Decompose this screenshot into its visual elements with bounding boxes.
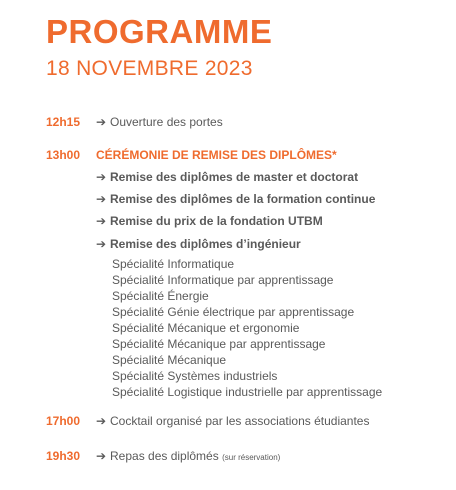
arrow-right-icon: ➔ (96, 449, 107, 463)
ceremony-item-label: Remise des diplômes de master et doctorat (110, 170, 359, 184)
schedule-row-ceremony (46, 148, 337, 163)
schedule-time: 12h15 (46, 115, 81, 129)
reservation-note: (sur réservation) (222, 453, 281, 462)
speciality-item: Spécialité Mécanique (112, 353, 227, 367)
speciality-item: Spécialité Mécanique et ergonomie (112, 321, 300, 335)
ceremony-item-master-doctorat (96, 170, 358, 185)
schedule-time: 19h30 (46, 449, 81, 463)
schedule-row-cocktail (46, 414, 369, 429)
speciality-item: Spécialité Systèmes industriels (112, 369, 278, 383)
speciality-list (112, 256, 382, 400)
schedule-text: Repas des diplômés (110, 449, 219, 463)
programme-title: PROGRAMME (46, 13, 273, 50)
arrow-right-icon: ➔ (96, 214, 107, 228)
speciality-item: Spécialité Génie électrique par apprentissage (112, 305, 355, 319)
arrow-right-icon: ➔ (96, 115, 107, 129)
arrow-right-icon: ➔ (96, 170, 107, 184)
speciality-item: Spécialité Énergie (112, 289, 209, 303)
ceremony-item-formation-continue (96, 192, 375, 207)
schedule-row-dinner (46, 449, 280, 465)
ceremony-item-ingenieur (96, 237, 301, 252)
ceremony-item-label: Remise des diplômes d’ingénieur (110, 237, 301, 251)
arrow-right-icon: ➔ (96, 237, 107, 251)
ceremony-item-label: Remise des diplômes de la formation continue (110, 192, 376, 206)
ceremony-item-prix-fondation (96, 214, 323, 229)
speciality-item: Spécialité Mécanique par apprentissage (112, 337, 326, 351)
speciality-item: Spécialité Logistique industrielle par apprentissage (112, 385, 383, 399)
speciality-item: Spécialité Informatique (112, 257, 235, 271)
event-date: 18 NOVEMBRE 2023 (46, 57, 253, 80)
arrow-right-icon: ➔ (96, 192, 107, 206)
schedule-text: Cocktail organisé par les associations étudiantes (110, 414, 370, 428)
arrow-right-icon: ➔ (96, 414, 107, 428)
schedule-row-opening (46, 115, 223, 130)
ceremony-heading: CÉRÉMONIE DE REMISE DES DIPLÔMES* (96, 148, 337, 162)
schedule-time: 13h00 (46, 148, 81, 162)
ceremony-item-label: Remise du prix de la fondation UTBM (110, 214, 323, 228)
schedule-time: 17h00 (46, 414, 81, 428)
speciality-item: Spécialité Informatique par apprentissage (112, 273, 334, 287)
schedule-text: Ouverture des portes (110, 115, 223, 129)
